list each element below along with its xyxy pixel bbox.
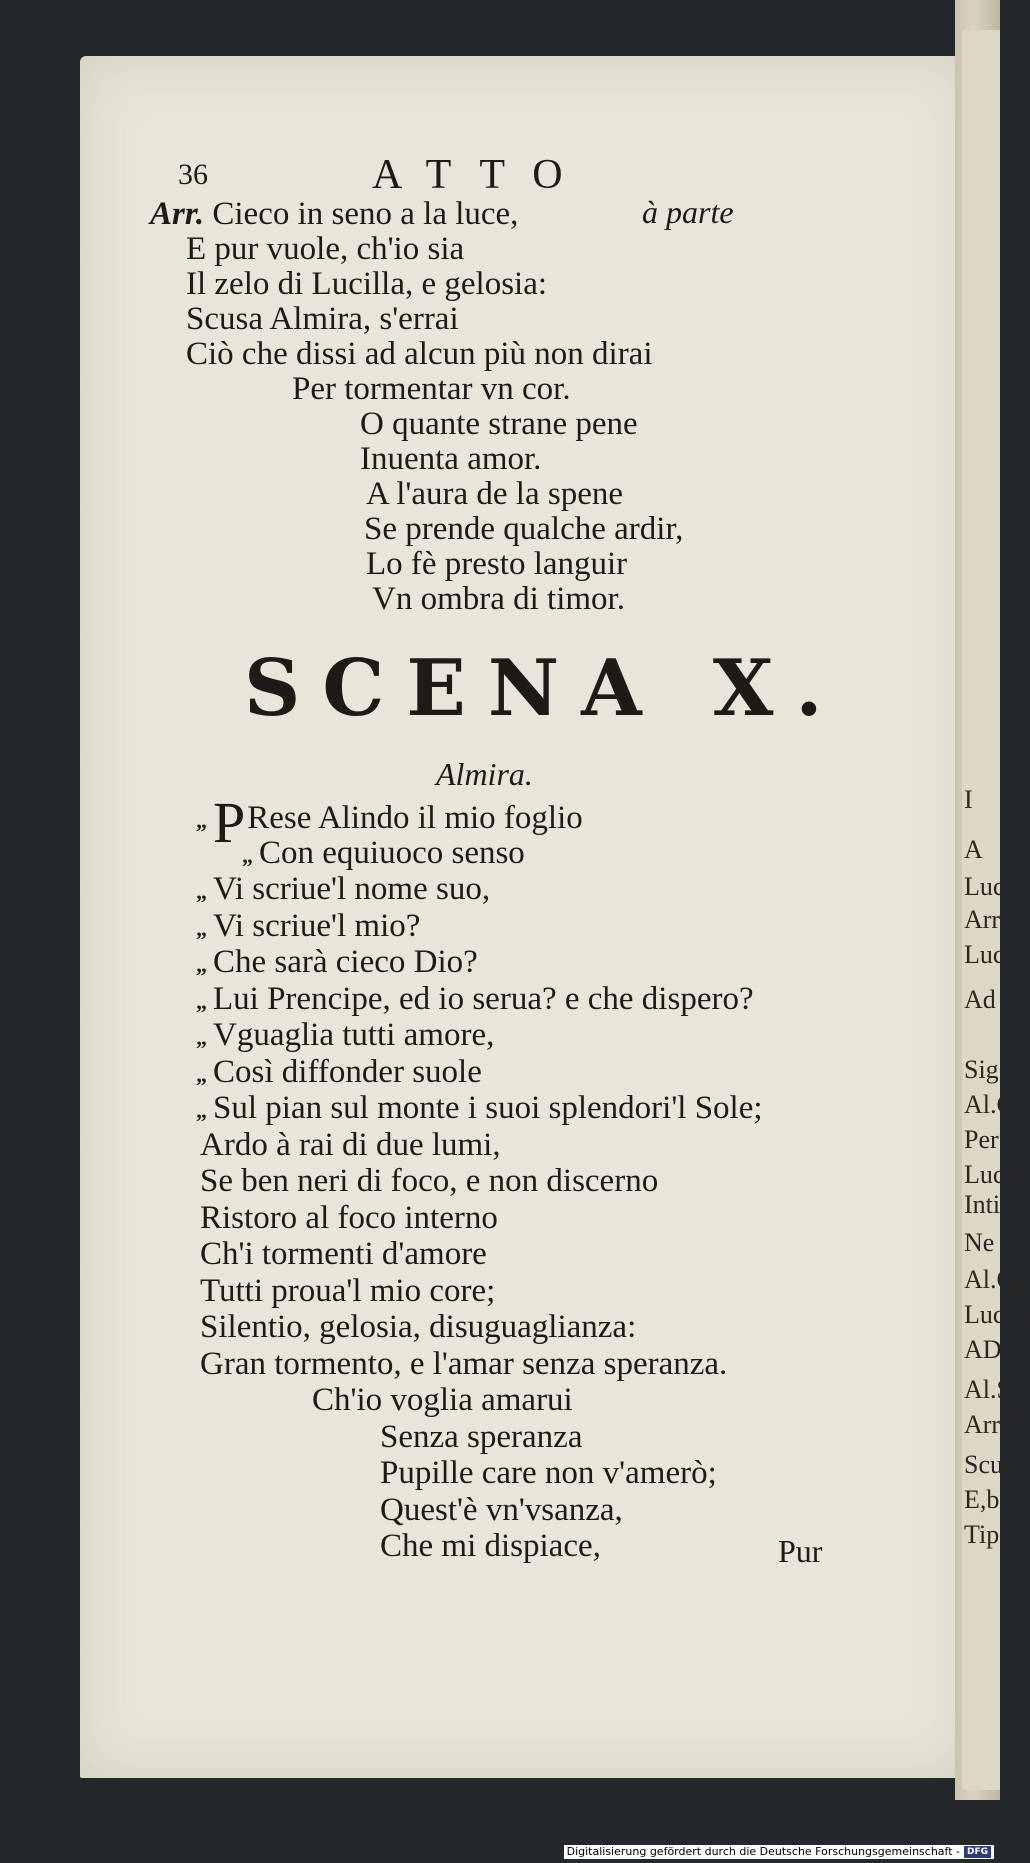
verse-line [200,1129,501,1162]
running-head: ATTO [372,152,591,198]
verse-text: Vn ombra di timor. [372,581,625,617]
verse-line [200,1202,498,1235]
verse-text: Se prende qualche ardir, [364,511,684,547]
quotation-mark: „ [196,916,207,941]
facing-page-fragment: Sig [964,1055,999,1084]
verse-text: Rese Alindo il mio foglio [247,800,583,836]
dfg-logo: DFG [964,1846,991,1858]
verse-line [200,1238,487,1271]
verse-line [186,303,459,336]
verse-line [366,478,623,511]
facing-page-fragment: Luc. [964,940,1011,969]
quotation-mark: „ [242,843,253,868]
verse-line [196,1056,482,1089]
facing-page-fragment: Inti [964,1190,1001,1219]
facing-page-fragment: AD [964,1335,1002,1364]
scene-speaker: Almira. [436,756,533,792]
verse-line [380,1530,601,1563]
quotation-mark: „ [196,952,207,977]
verse-line [196,910,420,943]
verse-text: Il zelo di Lucilla, e gelosia: [186,266,548,302]
verse-text: Vguaglia tutti amore, [213,1017,495,1053]
verse-text: Che sarà cieco Dio? [213,944,478,980]
verse-text: Cieco in seno a la luce, [212,196,519,232]
facing-page-fragment: Ne [964,1228,995,1257]
digitization-credit [564,1845,994,1859]
facing-page-fragment: Luc.V [964,1160,1030,1189]
verse-text: Per tormentar vn cor. [292,371,571,407]
verse-text: Ristoro al foco interno [200,1200,498,1236]
verse-line [196,1019,494,1052]
verse-text: Così diffonder suole [213,1054,482,1090]
verse-line [200,1275,495,1308]
facing-page-fragment: A [964,835,983,864]
verse-line [196,873,490,906]
quotation-mark: „ [196,989,207,1014]
quotation-mark: „ [196,1025,207,1050]
verse-text: A l'aura de la spene [366,476,624,512]
verse-text: Scusa Almira, s'errai [186,301,459,337]
verse-line [196,983,754,1016]
verse-text: Pupille care non v'amerò; [380,1455,717,1491]
facing-page-fragment: Al.S [964,1375,1011,1404]
verse-line [196,1092,763,1125]
verse-text: Silentio, gelosia, disuguaglianza: [200,1309,637,1345]
facing-page-fragment: Al.Qu [964,1265,1029,1294]
verse-line [380,1457,717,1490]
verse-text: Vi scriue'l nome suo, [213,871,491,907]
facing-page-fragment: Arr. [964,905,1006,934]
verse-text: Senza speranza [380,1419,583,1455]
drop-capital: P [213,790,246,855]
facing-page-fragment: Per [964,1125,999,1154]
verse-line [186,338,653,371]
verse-text: E pur vuole, ch'io sia [186,231,465,267]
quotation-mark: „ [196,1062,207,1087]
verse-line [150,198,518,231]
facing-page-fragment: Scuo [964,1450,1016,1479]
page-number: 36 [178,158,208,191]
facing-page-fragment: Tipo [964,1520,1013,1549]
verse-line [372,583,625,616]
facing-page-fragment: Ad [964,985,996,1014]
scene-title: SCENA X. [244,643,845,734]
facing-page-fragment: Al.C [964,1090,1014,1119]
facing-page-fragment: Arr.T [964,1410,1022,1439]
credit-text: Digitalisierung gefördert durch die Deutsche Forschungsgemeinschaft - [566,1845,960,1858]
verse-text: Inuenta amor. [360,441,542,477]
verse-line [312,1384,573,1417]
verse-text: Lui Prencipe, ed io serua? e che dispero? [213,981,754,1017]
quotation-mark: „ [196,879,207,904]
catchword: Pur [778,1533,823,1569]
verse-line [380,1421,582,1454]
verse-line [360,408,638,441]
facing-page-fragment: I [964,785,973,814]
verse-line [360,443,541,476]
verse-line [186,233,464,266]
verse-line [292,373,571,406]
verse-text: O quante strane pene [360,406,638,442]
quotation-mark: „ [196,1098,207,1123]
verse-text: Gran tormento, e l'amar senza speranza. [200,1346,728,1382]
verse-text: Quest'è vn'vsanza, [380,1492,623,1528]
verse-text: Che mi dispiace, [380,1528,601,1564]
verse-line [196,946,478,979]
verse-line [364,513,683,546]
verse-line [186,268,547,301]
verse-text: Ch'io voglia amarui [312,1382,573,1418]
verse-line [380,1494,623,1527]
verse-text: Lo fè presto languir [366,546,628,582]
verse-line [200,1348,727,1381]
verse-line [196,837,525,870]
verse-text: Ch'i tormenti d'amore [200,1236,487,1272]
facing-page-fragment: Luc.L [964,1300,1027,1329]
speaker-abbrev: Arr. [150,196,213,232]
aside-direction: à parte [642,194,734,230]
verse-line [200,1165,658,1198]
verse-line [200,1311,636,1344]
quotation-mark: „ [196,808,207,833]
facing-page-fragment: Luc. [964,872,1011,901]
verse-text: Ardo à rai di due lumi, [200,1127,501,1163]
verse-text: Tutti proua'l mio core; [200,1273,496,1309]
facing-page-edge [962,30,1030,1790]
verse-text: Con equiuoco senso [259,835,525,871]
verse-text: Ciò che dissi ad alcun più non dirai [186,336,653,372]
verse-text: Sul pian sul monte i suoi splendori'l Sole; [213,1090,763,1126]
verse-text: Vi scriue'l mio? [213,908,421,944]
facing-page-fragment: E,b [964,1485,1000,1514]
verse-text: Se ben neri di foco, e non discerno [200,1163,659,1199]
verse-line [366,548,627,581]
